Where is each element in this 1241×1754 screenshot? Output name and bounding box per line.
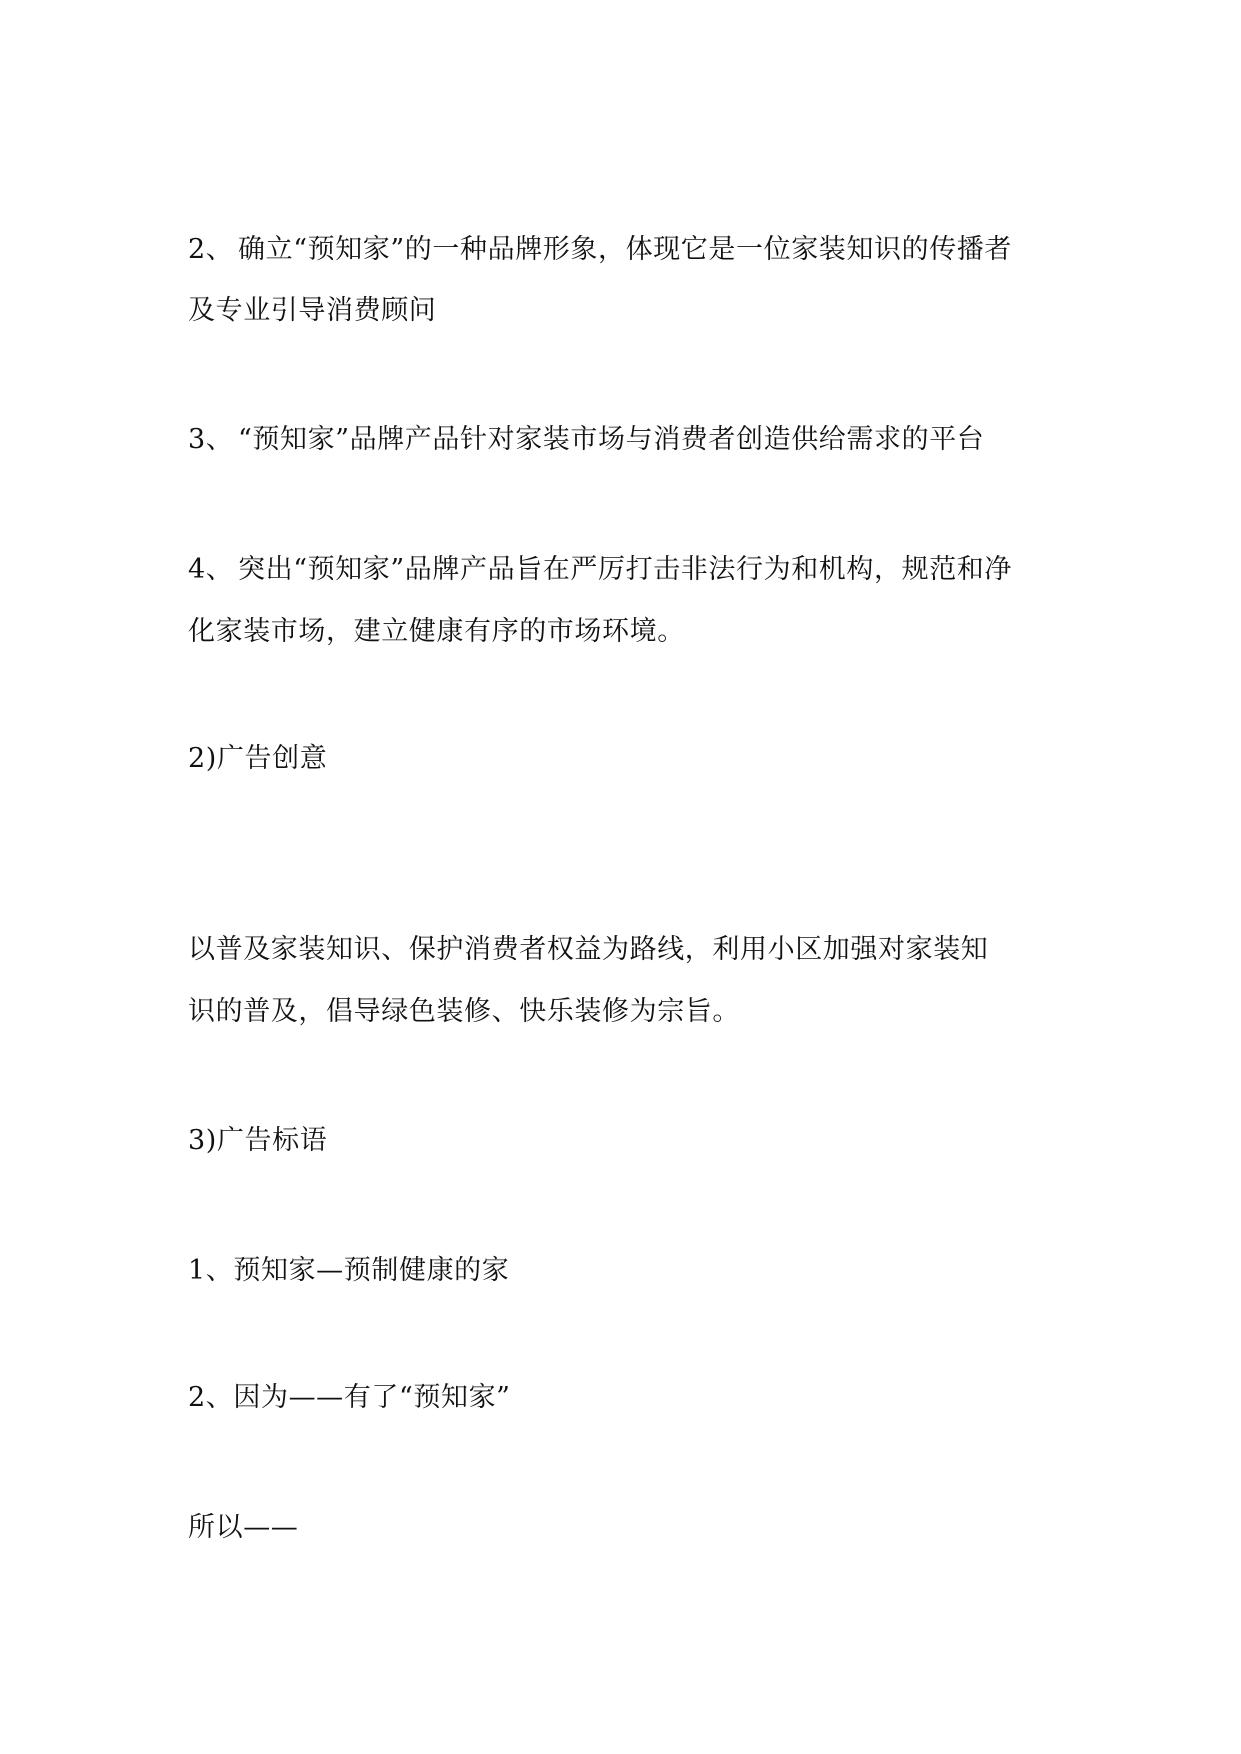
- slogan-2: 2、因为——有了“预知家”: [188, 1382, 511, 1413]
- list-item-2-line-1: [188, 232, 1012, 268]
- list-item-3: [188, 422, 984, 458]
- creative-paragraph-line-1: 以普及家装知识、保护消费者权益为路线，利用小区加强对家装知: [188, 934, 989, 965]
- list-item-4-text: 突出“预知家”品牌产品旨在严厉打击非法行为和机构，规范和净: [238, 554, 1013, 585]
- list-item-3-text: “预知家”品牌产品针对家装市场与消费者创造供给需求的平台: [238, 424, 985, 455]
- list-item-4-line-1: [188, 552, 1012, 588]
- list-item-3-number: 3、: [188, 424, 234, 455]
- slogan-3: 所以——: [188, 1512, 299, 1543]
- list-item-4-line-2: 化家装市场，建立健康有序的市场环境。: [188, 616, 685, 647]
- section-heading-slogan: 3)广告标语: [188, 1125, 328, 1156]
- slogan-1: 1、预知家—预制健康的家: [188, 1255, 510, 1286]
- list-item-2-line-2: 及专业引导消费顾问: [188, 295, 437, 326]
- creative-paragraph-line-2: 识的普及，倡导绿色装修、快乐装修为宗旨。: [188, 996, 740, 1027]
- section-heading-creative: 2)广告创意: [188, 743, 328, 774]
- list-item-4-number: 4、: [188, 554, 234, 585]
- list-item-2-text: 确立“预知家”的一种品牌形象，体现它是一位家装知识的传播者: [238, 234, 1013, 265]
- list-item-2-number: 2、: [188, 234, 234, 265]
